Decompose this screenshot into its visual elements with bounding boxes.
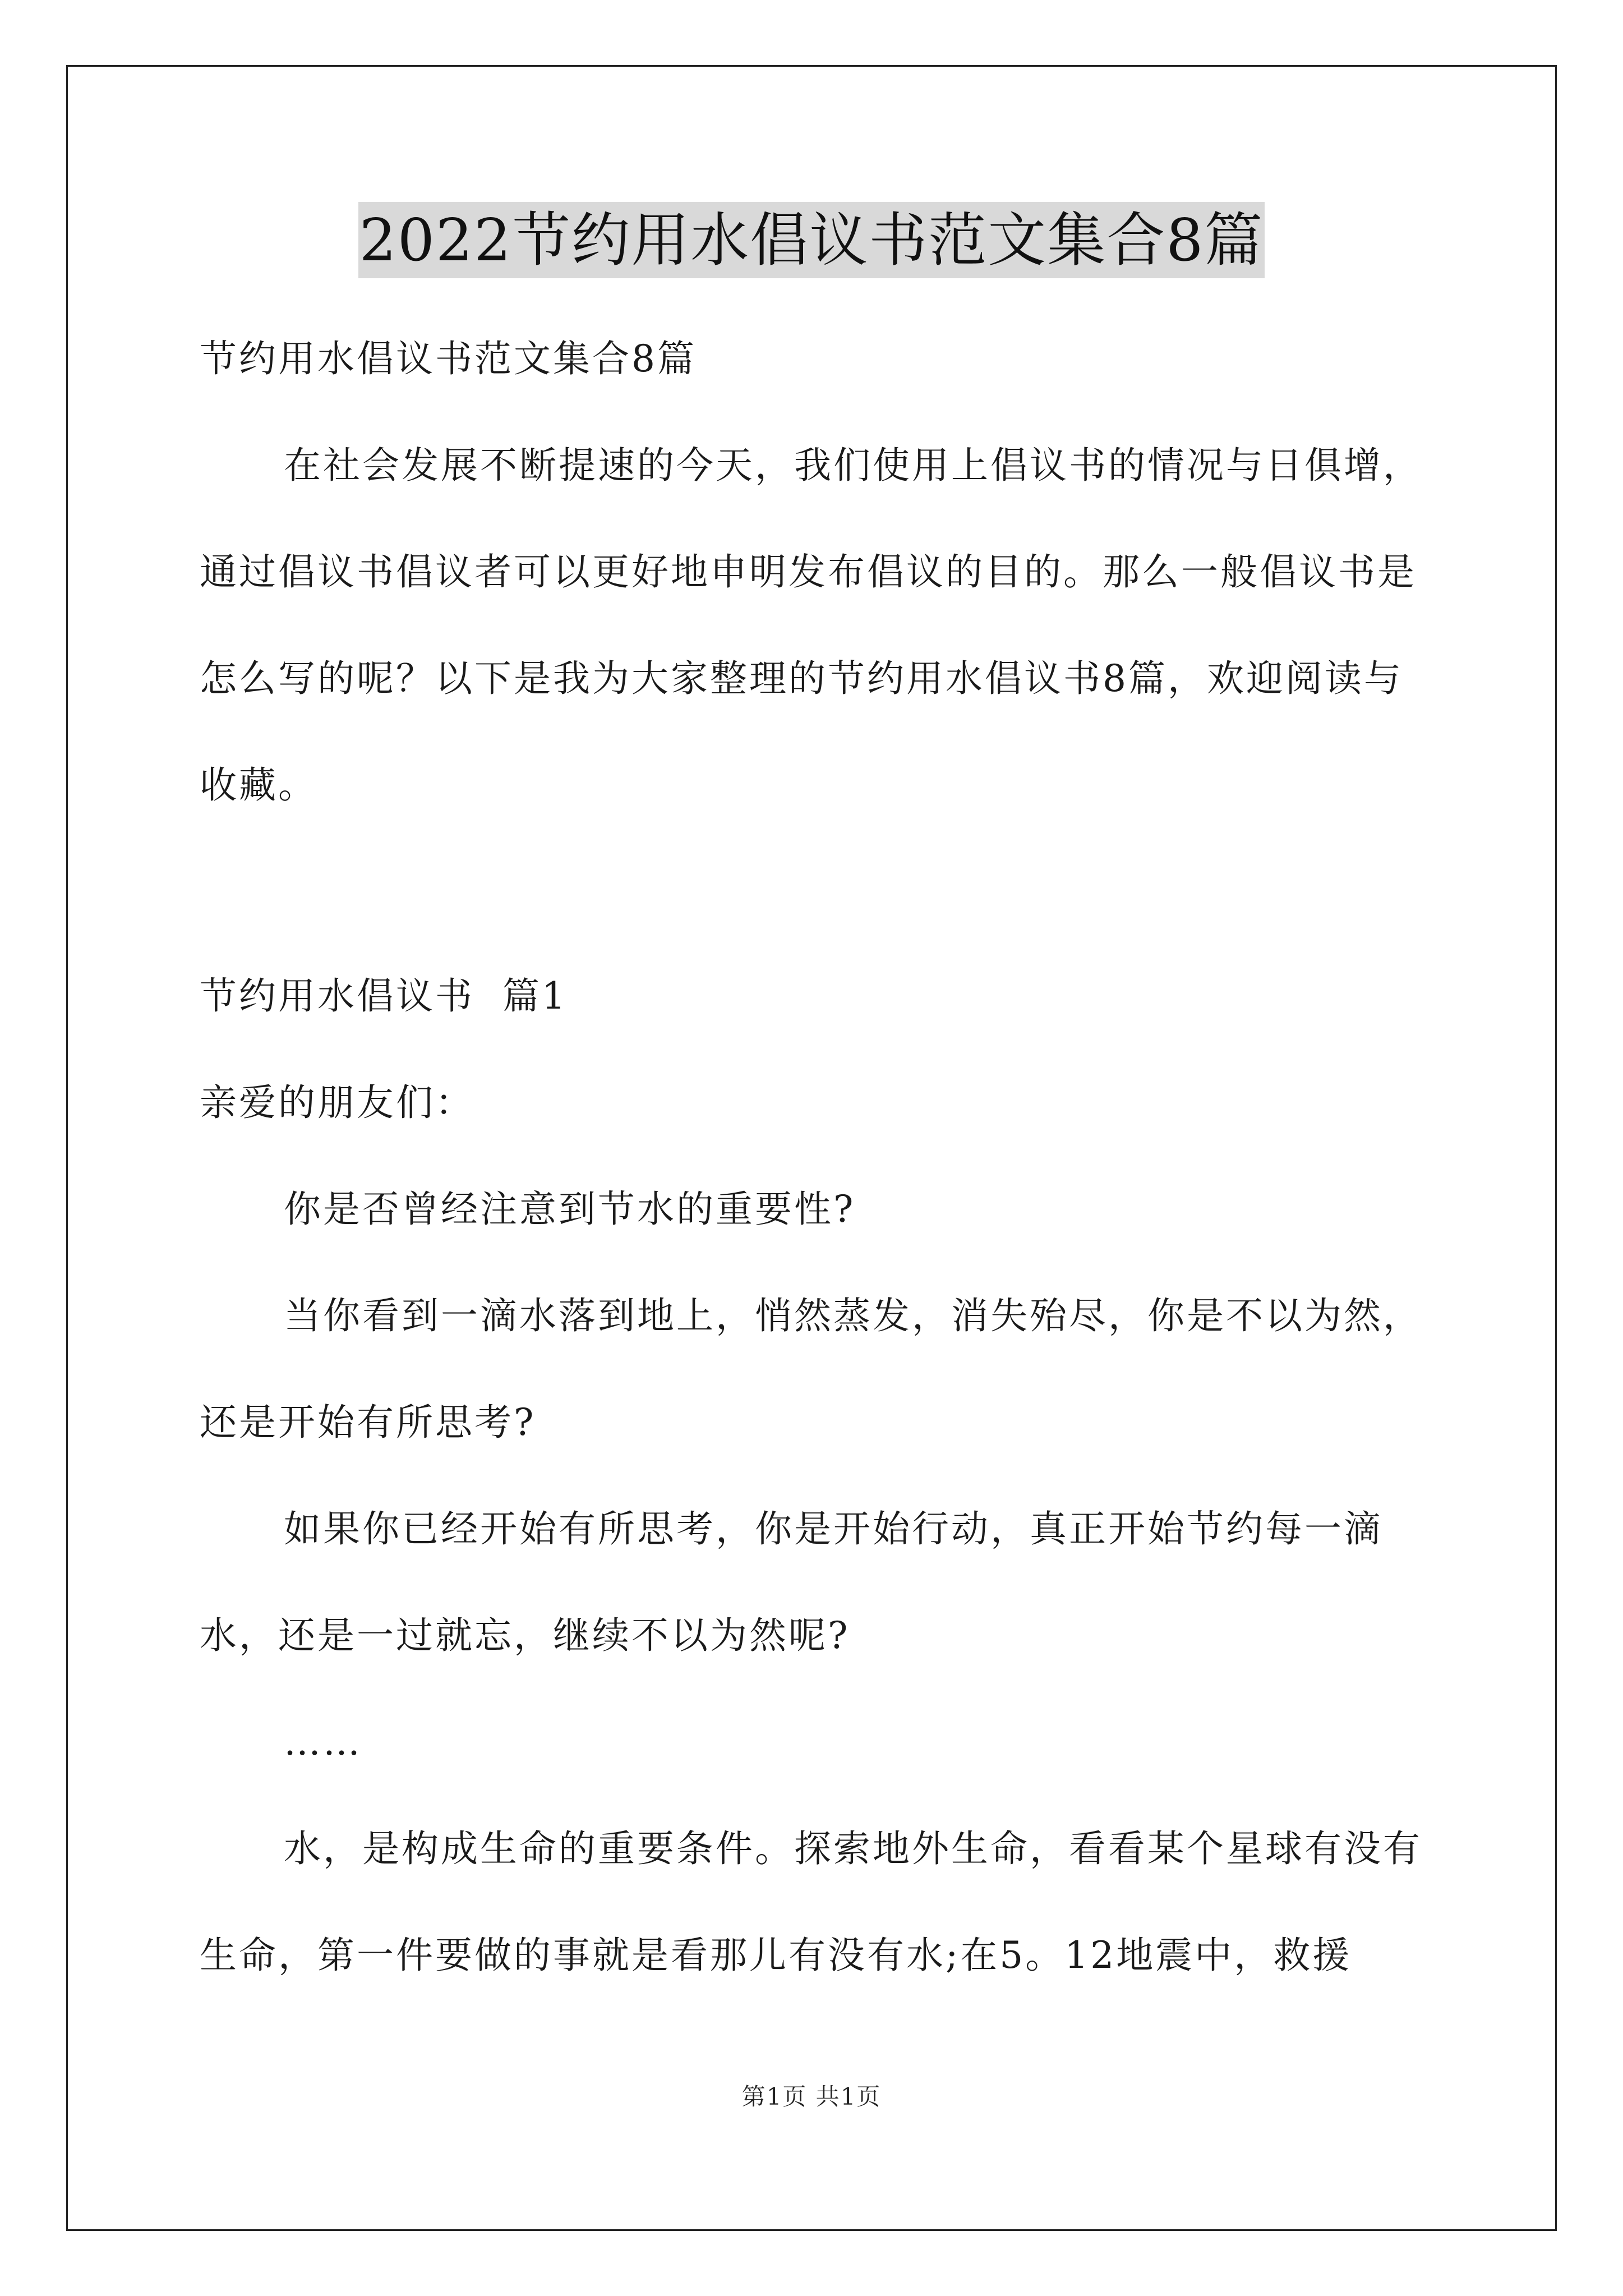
ellipsis-paragraph: …… xyxy=(284,1720,362,1764)
greeting: 亲爱的朋友们： xyxy=(200,1081,474,1124)
intro-paragraph: 在社会发展不断提速的今天，我们使用上倡议书的情况与日俱增，通过倡议书倡议者可以更好地申明发布倡议的目的。那么一般倡议书是怎么写的呢？以下是我为大家整理的节约用水倡议书8篇，欢迎阅读与收藏。 xyxy=(200,444,1422,807)
document-body xyxy=(200,306,1433,2009)
body-paragraph: 你是否曾经注意到节水的重要性? xyxy=(284,1188,856,1231)
body-paragraph: 当你看到一滴水落到地上，悄然蒸发，消失殆尽，你是不以为然，还是开始有所思考? xyxy=(200,1294,1422,1444)
document-subtitle: 节约用水倡议书范文集合8篇 xyxy=(200,337,697,380)
title-container xyxy=(0,202,1623,278)
page-footer: 第1页 共1页 xyxy=(741,2083,882,2110)
body-paragraph: 如果你已经开始有所思考，你是开始行动，真正开始节约每一滴水，还是一过就忘，继续不以为然呢? xyxy=(200,1507,1383,1657)
section-heading: 节约用水倡议书 篇1 xyxy=(200,974,568,1018)
section-spacer xyxy=(200,839,1433,943)
body-paragraph: 水，是构成生命的重要条件。探索地外生命，看看某个星球有没有生命，第一件要做的事就是看那儿有没有水;在5。12地震中，救援 xyxy=(200,1827,1422,1977)
document-title: 2022节约用水倡议书范文集合8篇 xyxy=(358,202,1265,278)
